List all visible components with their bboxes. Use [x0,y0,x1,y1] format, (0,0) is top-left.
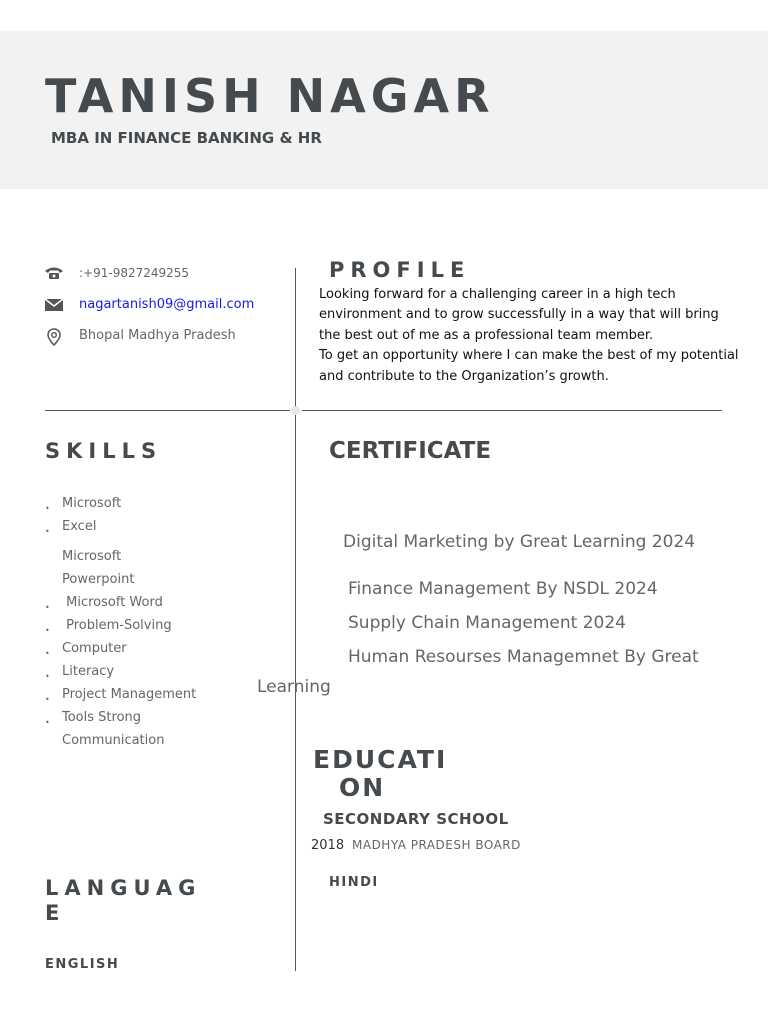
profile-text [319,285,744,387]
skills-heading: SKILLS [45,439,163,463]
skill-item: Powerpoint [62,572,135,587]
phone-icon [44,265,64,283]
skill-item: Communication [62,733,165,748]
profile-paragraph-2: To get an opportunity where I can make the best of my potential and contribute to the Organization’s growth. [319,348,739,384]
certificate-item: Digital Marketing by Great Learning 2024 [343,532,696,552]
location-pin-icon [44,327,64,345]
profile-heading: PROFILE [329,258,471,282]
certificate-item: Supply Chain Management 2024 [348,613,626,633]
skill-item: • Excel [45,515,275,538]
skill-item: • Project Management [45,683,275,706]
education-heading-line-1: EDUCATI [313,745,448,774]
skill-item: • Problem-Solving [45,614,275,637]
language-item: HINDI [329,875,379,890]
skill-item: • Tools Strong [45,706,275,729]
language-heading [45,876,201,926]
skill-item: • Literacy [45,660,275,683]
education-heading [313,746,447,802]
phone-number: :+91-9827249255 [79,266,190,280]
skill-item: • Computer [45,637,275,660]
location-text: Bhopal Madhya Pradesh [79,328,236,343]
vertical-divider [295,268,296,971]
horizontal-divider-left [45,410,290,411]
skill-item: • Microsoft [45,492,275,515]
certificate-item: Human Resourses Managemnet By Great [348,647,699,667]
certificate-item: Finance Management By NSDL 2024 [348,579,658,599]
mail-icon [44,297,64,315]
skill-item: • Microsoft Word [45,591,275,614]
degree-subtitle: MBA IN FINANCE BANKING & HR [51,129,322,147]
language-item: ENGLISH [45,957,120,972]
skill-item: Microsoft [62,549,122,564]
skills-list [45,492,275,752]
language-heading-line-2: E [45,901,66,925]
school-level: SECONDARY SCHOOL [323,810,509,828]
horizontal-divider-right [302,410,722,411]
education-heading-line-2: ON [339,773,386,802]
candidate-name: TANISH NAGAR [45,69,495,123]
education-year: 2018 [311,838,345,853]
profile-paragraph-1: Looking forward for a challenging career in a high tech environment and to grow successfully in a way that will bring the best out of me as a professional team member. [319,287,719,343]
certificate-item-continuation: Learning [257,677,331,697]
language-heading-line-1: LANGUAG [45,876,202,900]
certificate-heading: CERTIFICATE [329,438,492,464]
email-link[interactable]: nagartanish09@gmail.com [79,297,255,312]
education-board: MADHYA PRADESH BOARD [352,838,521,852]
divider-junction-dot [291,406,300,415]
